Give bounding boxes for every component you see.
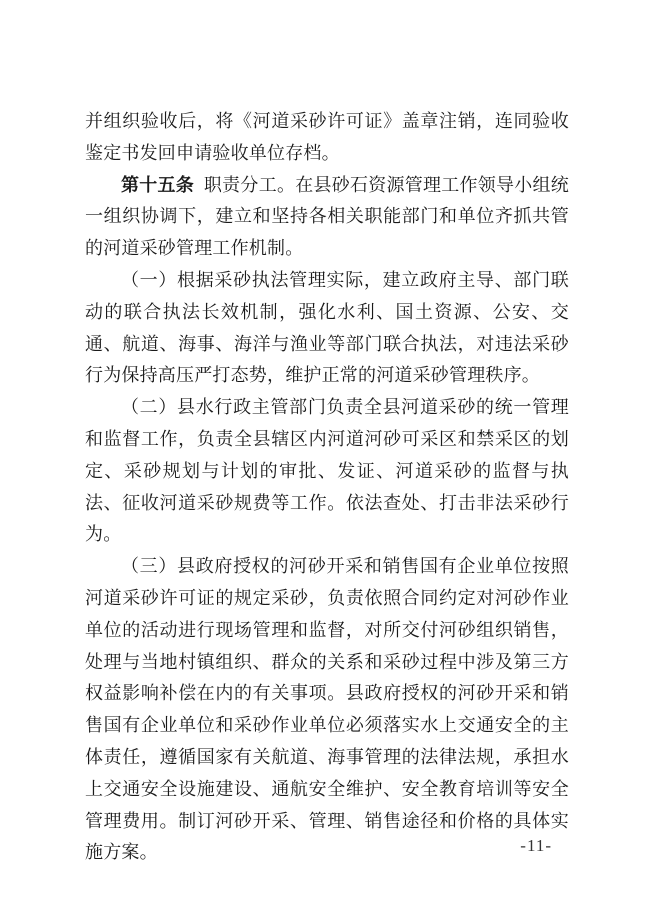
paragraph-item-1: （一）根据采砂执法管理实际，建立政府主导、部门联动的联合执法长效机制，强化水利、国土资源、公安、交通、航道、海事、海洋与渔业等部门联合执法，对违法采砂行为保持高压严打态势，维护正常的河道采砂管理秩序。 — [85, 269, 569, 386]
paragraph-item-3: （三）县政府授权的河砂开采和销售国有企业单位按照河道采砂许可证的规定采砂，负责依照合同约定对河砂作业单位的活动进行现场管理和监督，对所交付河砂组织销售，处理与当地村镇组织、群众的关系和采砂过程中涉及第三方权益影响补偿在内的有关事项。县政府授权的河砂开采和销售国有企业单位和采砂作业单位必须落实水上交通安全的主体责任，遵循国家有关航道、海事管理的法律法规，承担水上交通安全设施建设、通航安全维护、安全教育培训等安全管理费用。制订河砂开采、管理、销售途径和价格的具体实施方案。 — [85, 556, 569, 863]
article-15-text: 职责分工。在县砂石资源管理工作领导小组统一组织协调下，建立和坚持各相关职能部门和单位齐抓共管的河道采砂管理工作机制。 — [85, 174, 569, 259]
paragraph-item-2: （二）县水行政主管部门负责全县河道采砂的统一管理和监督工作，负责全县辖区内河道河砂可采区和禁采区的划定、采砂规划与计划的审批、发证、河道采砂的监督与执法、征收河道采砂规费等工作。依法查处、打击非法采砂行为。 — [85, 397, 569, 545]
page-number: -11- — [520, 836, 552, 855]
article-number-label: 第十五条 — [121, 174, 195, 195]
paragraph-article-15 — [85, 170, 569, 265]
document-body — [85, 106, 569, 869]
paragraph-acceptance-continuation: 并组织验收后，将《河道采砂许可证》盖章注销，连同验收鉴定书发回申请验收单位存档。 — [85, 111, 569, 163]
